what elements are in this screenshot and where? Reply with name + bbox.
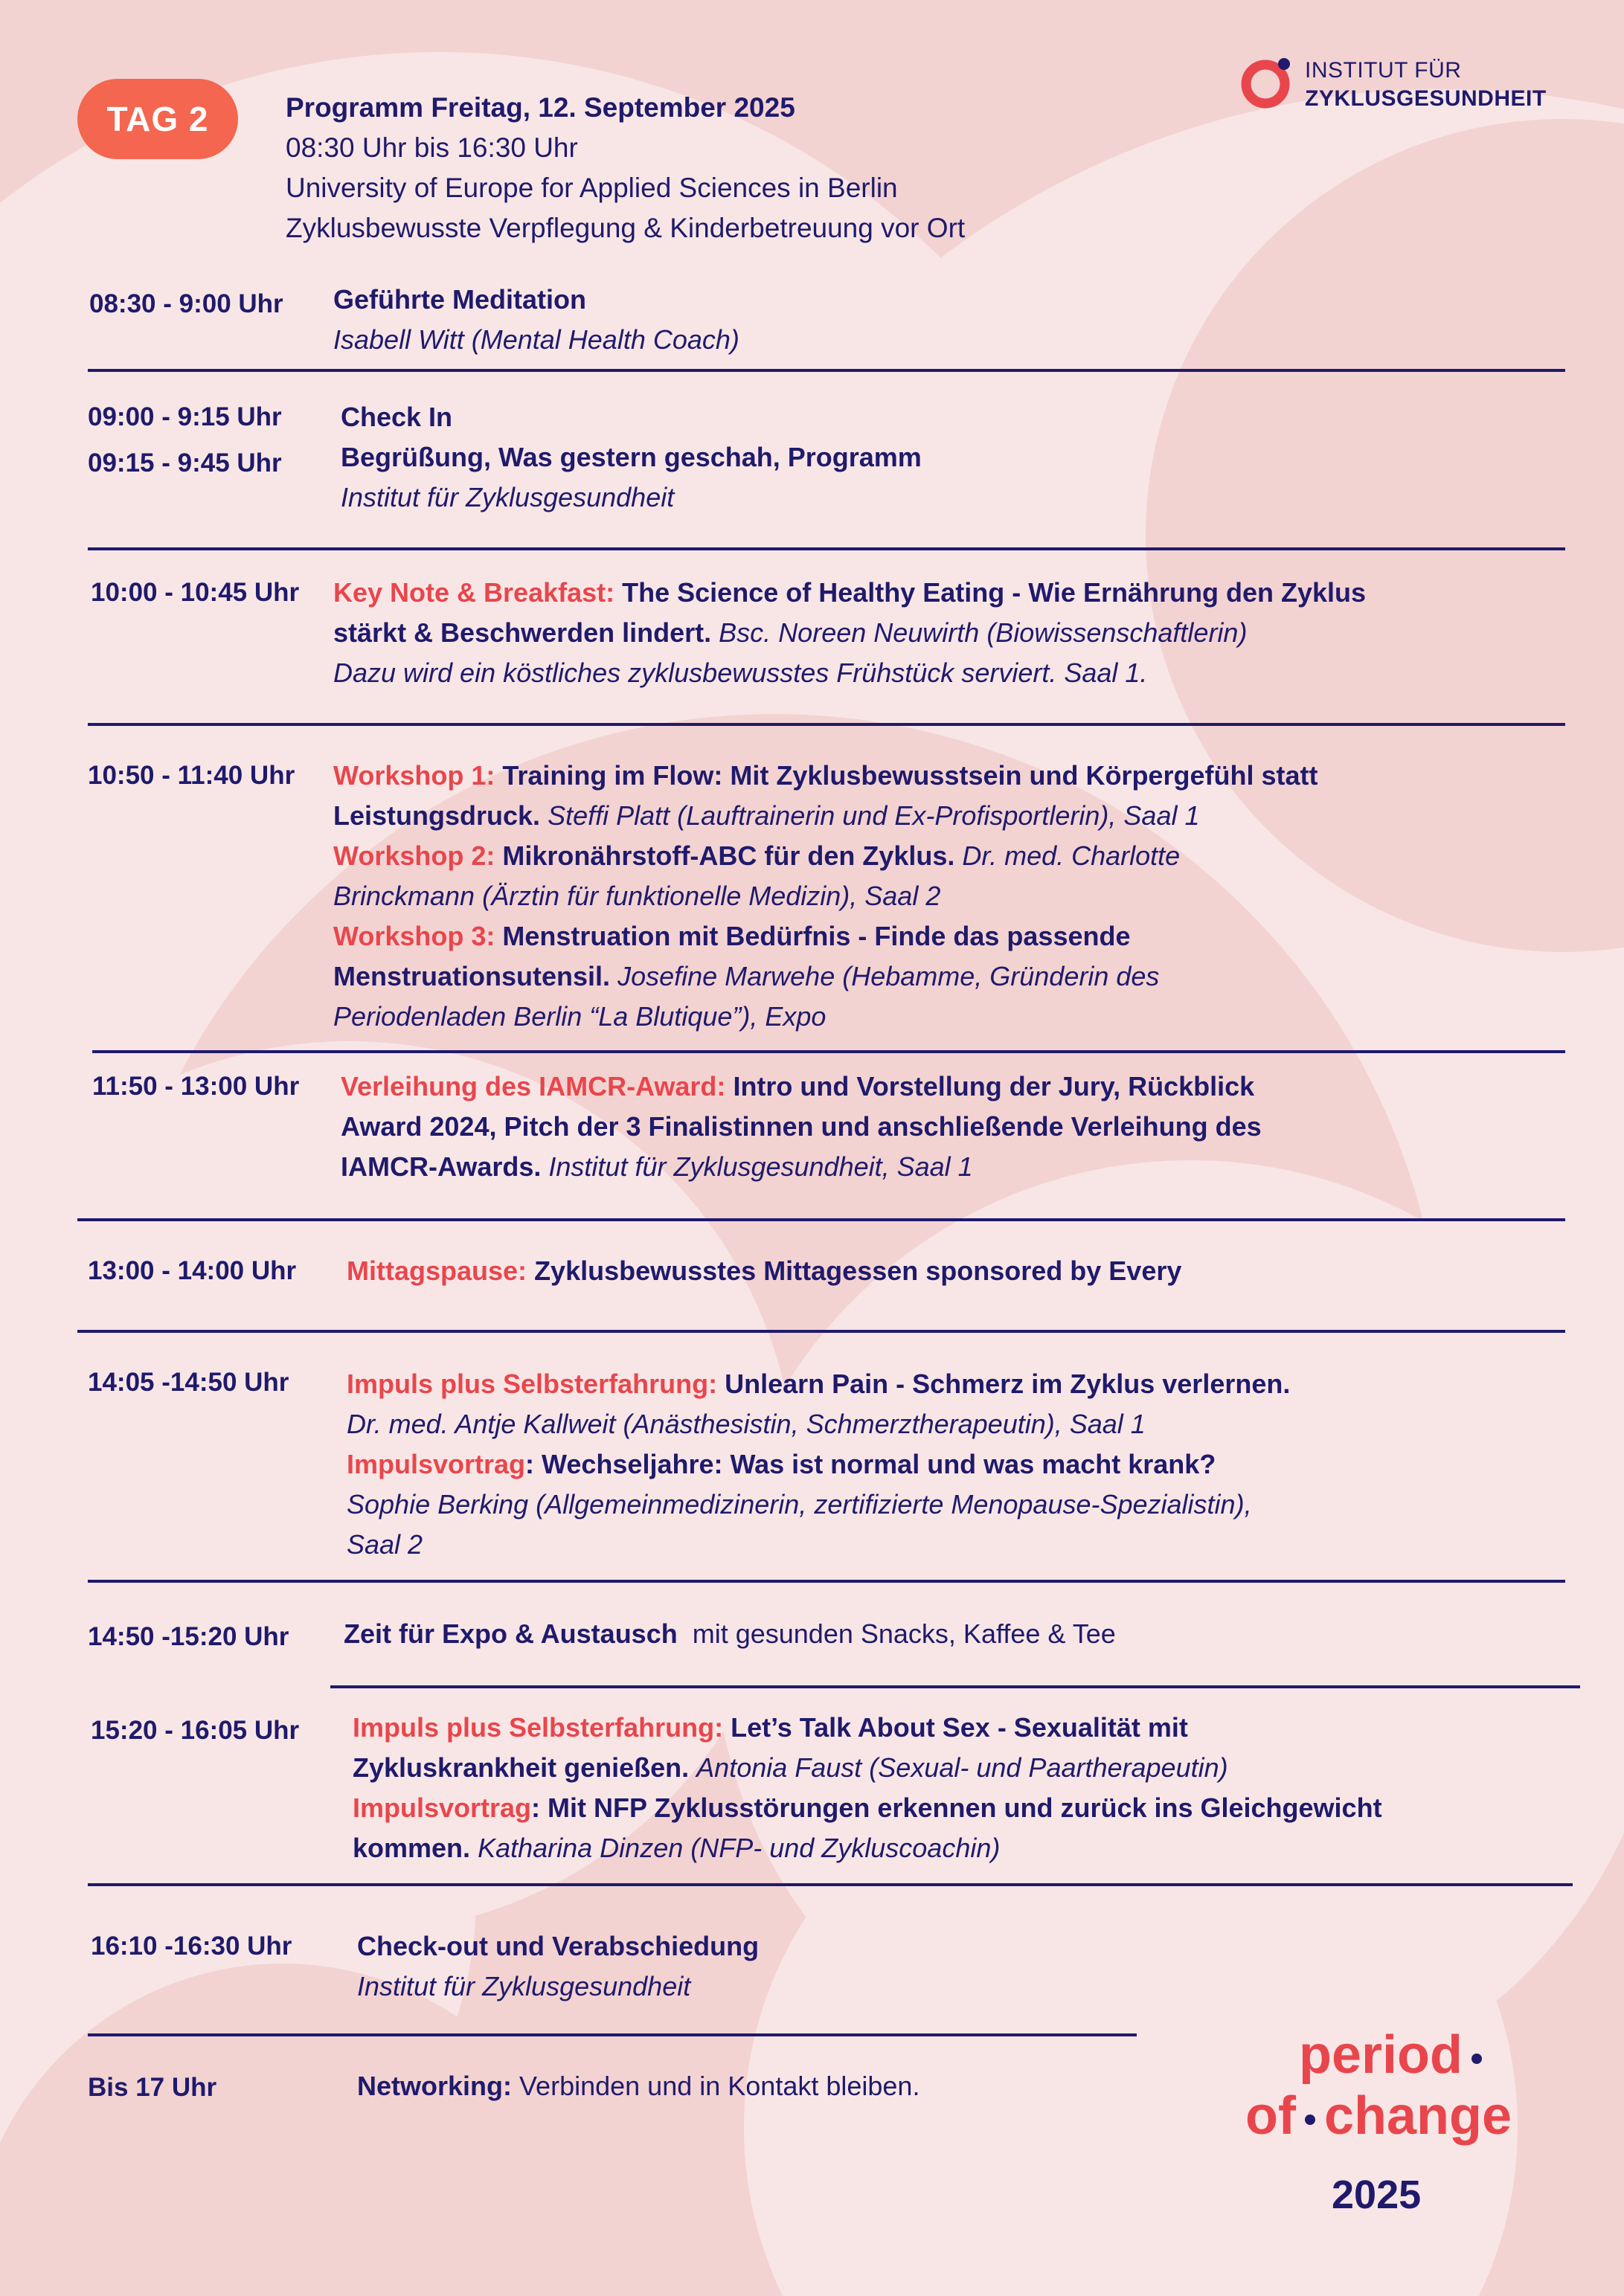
session-details [344, 1614, 1564, 1654]
session-title: IAMCR-Awards. [341, 1151, 542, 1182]
program-header [286, 88, 1327, 248]
session-time: 13:00 - 14:00 Uhr [88, 1256, 297, 1285]
session-time: Bis 17 Uhr [88, 2073, 217, 2102]
session-time: 10:50 - 11:40 Uhr [88, 761, 295, 790]
divider [88, 1883, 1573, 1886]
cycle-logo-icon [1238, 54, 1296, 112]
divider [88, 369, 1565, 372]
day-badge: TAG 2 [77, 79, 238, 159]
session-title: Geführte Meditation [333, 284, 586, 315]
session-details [353, 1708, 1580, 1868]
session-time: 14:05 -14:50 Uhr [88, 1368, 289, 1397]
program-note: Zyklusbewusste Verpflegung & Kinderbetreuung vor Ort [286, 213, 966, 243]
session-speaker: Dr. med. Antje Kallweit (Anästhesistin, Schmerztherapeutin), Saal 1 [347, 1409, 1146, 1439]
logo-line-1: INSTITUT FÜR [1305, 58, 1462, 83]
session-note: Verbinden und in Kontakt bleiben. [519, 2071, 920, 2101]
workshop-title: Training im Flow: Mit Zyklusbewusstsein und Körpergefühl statt [502, 760, 1318, 791]
brand-dot [1305, 2115, 1315, 2125]
brand-word: period [1299, 2025, 1463, 2085]
session-title: Zeit für Expo & Austausch [344, 1618, 678, 1649]
session-label: Impuls plus Selbsterfahrung: [353, 1712, 724, 1743]
session-time: 08:30 - 9:00 Uhr [89, 289, 283, 318]
logo-line-2: ZYKLUSGESUNDHEIT [1305, 86, 1547, 111]
session-speaker: Institut für Zyklusgesundheit [357, 1971, 691, 2001]
session-speaker: Institut für Zyklusgesundheit, Saal 1 [548, 1151, 973, 1182]
session-note: mit gesunden Snacks, Kaffee & Tee [692, 1618, 1116, 1649]
program-venue: University of Europe for Applied Sciences in Berlin [286, 173, 898, 203]
session-title: Let’s Talk About Sex - Sexualität mit [731, 1712, 1188, 1743]
session-title: Begrüßung, Was gestern geschah, Programm [341, 442, 922, 472]
session-title: Check-out und Verabschiedung [357, 1931, 760, 1961]
session-details [333, 756, 1568, 1037]
program-time: 08:30 Uhr bis 16:30 Uhr [286, 132, 578, 163]
workshop-speaker: Steffi Platt (Lauftrainerin und Ex-Profisportlerin), Saal 1 [548, 800, 1200, 831]
session-speaker: Saal 2 [347, 1529, 423, 1560]
session-title: Check In [341, 402, 453, 432]
divider [88, 1580, 1565, 1583]
workshop-speaker: Periodenladen Berlin “La Blutique”), Expo [333, 1001, 827, 1032]
session-details [341, 1067, 1568, 1187]
program-title: Programm Freitag, 12. September 2025 [286, 92, 795, 123]
session-title: Intro und Vorstellung der Jury, Rückblick [733, 1071, 1255, 1102]
session-title: Award 2024, Pitch der 3 Finalistinnen und anschließende Verleihung des [341, 1111, 1262, 1142]
session-title: Zykluskrankheit genießen. [353, 1752, 690, 1783]
brand-word: change [1323, 2086, 1512, 2146]
session-title: kommen. [353, 1833, 471, 1863]
session-title: The Science of Healthy Eating - Wie Ernährung den Zyklus [622, 577, 1367, 608]
workshop-title: Mikronährstoff-ABC für den Zyklus. [502, 840, 955, 871]
session-label: Mittagspause: [347, 1255, 527, 1286]
session-time: 16:10 -16:30 Uhr [91, 1932, 292, 1961]
session-time: 09:15 - 9:45 Uhr [88, 448, 282, 477]
divider [88, 723, 1565, 726]
session-label: Impulsvortrag [347, 1449, 526, 1479]
session-details [347, 1364, 1567, 1565]
session-speaker: Bsc. Noreen Neuwirth (Biowissenschaftlerin) [719, 617, 1248, 648]
session-speaker: Isabell Witt (Mental Health Coach) [333, 324, 739, 355]
session-title: stärkt & Beschwerden lindert. [333, 617, 712, 648]
session-time: 09:00 - 9:15 Uhr [88, 402, 282, 431]
workshop-label: Workshop 2: [333, 840, 495, 871]
session-speaker: Sophie Berking (Allgemeinmedizinerin, zertifizierte Menopause-Spezialistin), [347, 1489, 1252, 1520]
divider [77, 1330, 1565, 1333]
session-details [357, 1926, 1250, 2007]
session-time: 11:50 - 13:00 Uhr [92, 1072, 300, 1101]
divider [77, 1218, 1565, 1221]
session-title: Zyklusbewusstes Mittagessen sponsored by Every [534, 1255, 1182, 1286]
workshop-label: Workshop 1: [333, 760, 495, 791]
workshop-title: Leistungsdruck. [333, 800, 541, 831]
session-time: 15:20 - 16:05 Uhr [91, 1716, 300, 1745]
brand-dot [1471, 2054, 1482, 2064]
workshop-label: Workshop 3: [333, 921, 495, 951]
session-time: 10:00 - 10:45 Uhr [91, 578, 300, 607]
brand-year: 2025 [1332, 2173, 1422, 2217]
institute-logo [1238, 54, 1565, 113]
divider [88, 547, 1565, 550]
workshop-title: Menstruation mit Bedürfnis - Finde das passende [502, 921, 1131, 951]
session-time: 14:50 -15:20 Uhr [88, 1622, 289, 1651]
session-details [341, 397, 1561, 518]
session-note: Dazu wird ein köstliches zyklusbewusstes Frühstück serviert. Saal 1. [333, 657, 1148, 688]
session-label: Verleihung des IAMCR-Award: [341, 1071, 726, 1102]
session-speaker: Antonia Faust (Sexual- und Paartherapeutin) [696, 1752, 1228, 1783]
workshop-speaker: Josefine Marwehe (Hebamme, Gründerin des [617, 961, 1160, 991]
brand-word: of [1245, 2086, 1296, 2146]
session-label: Impuls plus Selbsterfahrung: [347, 1369, 718, 1399]
workshop-title: Menstruationsutensil. [333, 961, 611, 991]
session-title: : Mit NFP Zyklusstörungen erkennen und zurück ins Gleichgewicht [531, 1792, 1382, 1823]
divider [88, 2033, 1137, 2036]
divider [92, 1050, 1565, 1053]
session-speaker: Institut für Zyklusgesundheit [341, 482, 675, 512]
session-label: Impulsvortrag [353, 1792, 532, 1823]
session-label: Key Note & Breakfast: [333, 577, 615, 608]
session-title: Unlearn Pain - Schmerz im Zyklus verlernen. [725, 1369, 1291, 1399]
session-details [357, 2066, 1250, 2106]
workshop-speaker: Dr. med. Charlotte [962, 840, 1181, 871]
session-title: Networking: [357, 2071, 513, 2101]
session-details [333, 573, 1568, 693]
session-details [333, 280, 1553, 360]
session-details [347, 1251, 1567, 1291]
session-title: : Wechseljahre: Was ist normal und was macht krank? [525, 1449, 1216, 1479]
workshop-speaker: Brinckmann (Ärztin für funktionelle Medizin), Saal 2 [333, 881, 941, 911]
divider [330, 1685, 1580, 1688]
session-speaker: Katharina Dinzen (NFP- und Zykluscoachin) [478, 1833, 1001, 1863]
